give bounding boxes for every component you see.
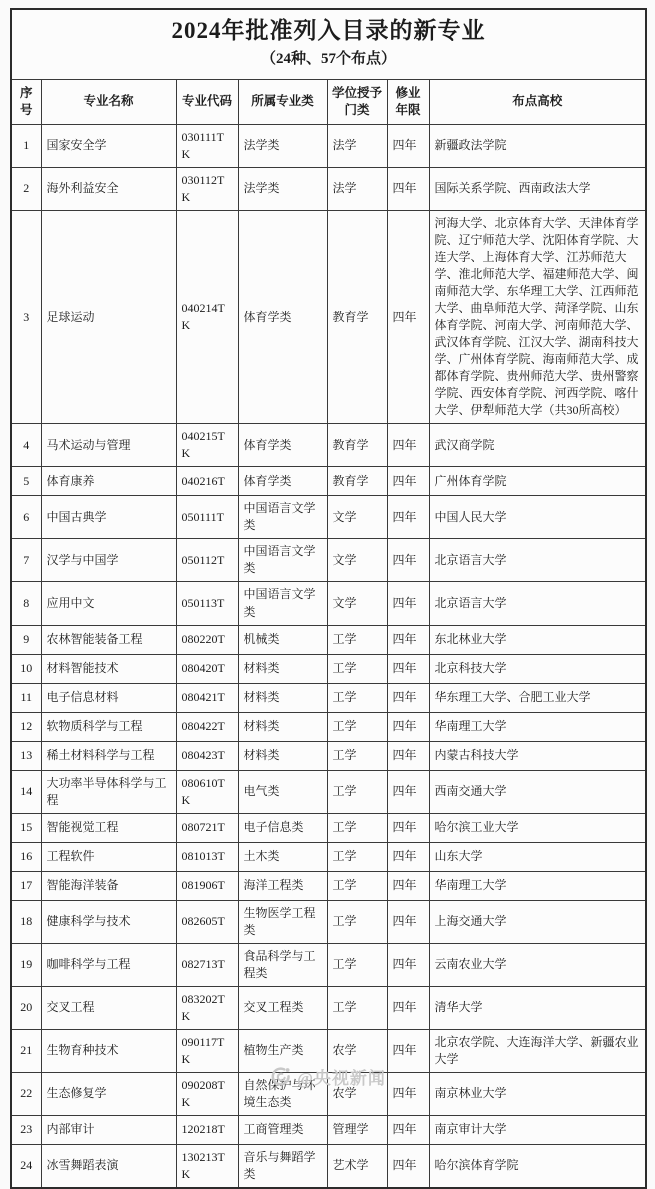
cell-duration: 四年	[387, 712, 429, 741]
cell-no: 11	[11, 683, 41, 712]
table-row	[11, 1144, 646, 1188]
cell-no: 20	[11, 986, 41, 1029]
cell-no: 18	[11, 900, 41, 943]
table-row	[11, 943, 646, 986]
header-universities: 布点高校	[429, 80, 646, 125]
cell-universities: 华东理工大学、合肥工业大学	[429, 683, 646, 712]
cell-no: 17	[11, 871, 41, 900]
cell-duration: 四年	[387, 683, 429, 712]
cell-major-code: 083202TK	[176, 986, 238, 1029]
cell-duration: 四年	[387, 582, 429, 625]
cell-no: 22	[11, 1072, 41, 1115]
header-major-code: 专业代码	[176, 80, 238, 125]
cell-category: 材料类	[238, 712, 327, 741]
cell-category: 自然保护与环境生态类	[238, 1072, 327, 1115]
cell-major-name: 大功率半导体科学与工程	[41, 770, 176, 813]
cell-degree-type: 工学	[327, 770, 387, 813]
cell-major-name: 智能海洋装备	[41, 871, 176, 900]
header-row	[11, 80, 646, 125]
cell-major-code: 082605T	[176, 900, 238, 943]
cell-major-name: 软物质科学与工程	[41, 712, 176, 741]
cell-major-name: 冰雪舞蹈表演	[41, 1144, 176, 1188]
table-row	[11, 813, 646, 842]
cell-major-code: 040216T	[176, 467, 238, 496]
cell-universities: 东北林业大学	[429, 625, 646, 654]
cell-major-name: 生物育种技术	[41, 1029, 176, 1072]
cell-major-name: 应用中文	[41, 582, 176, 625]
cell-universities: 南京林业大学	[429, 1072, 646, 1115]
cell-duration: 四年	[387, 813, 429, 842]
cell-duration: 四年	[387, 467, 429, 496]
cell-major-name: 中国古典学	[41, 496, 176, 539]
table-row	[11, 625, 646, 654]
cell-universities: 内蒙古科技大学	[429, 741, 646, 770]
cell-duration: 四年	[387, 871, 429, 900]
cell-major-name: 智能视觉工程	[41, 813, 176, 842]
cell-major-code: 130213TK	[176, 1144, 238, 1188]
cell-category: 植物生产类	[238, 1029, 327, 1072]
header-no: 序号	[11, 80, 41, 125]
cell-category: 生物医学工程类	[238, 900, 327, 943]
cell-degree-type: 工学	[327, 683, 387, 712]
cell-universities: 中国人民大学	[429, 496, 646, 539]
cell-no: 24	[11, 1144, 41, 1188]
cell-degree-type: 教育学	[327, 210, 387, 423]
cell-no: 8	[11, 582, 41, 625]
table-body	[11, 124, 646, 1188]
cell-degree-type: 工学	[327, 842, 387, 871]
cell-no: 15	[11, 813, 41, 842]
cell-duration: 四年	[387, 654, 429, 683]
cell-universities: 清华大学	[429, 986, 646, 1029]
cell-degree-type: 教育学	[327, 424, 387, 467]
cell-major-name: 内部审计	[41, 1115, 176, 1144]
cell-no: 13	[11, 741, 41, 770]
table-row	[11, 582, 646, 625]
cell-duration: 四年	[387, 741, 429, 770]
cell-major-code: 040214TK	[176, 210, 238, 423]
cell-universities: 国际关系学院、西南政法大学	[429, 167, 646, 210]
cell-universities: 西南交通大学	[429, 770, 646, 813]
cell-major-code: 082713T	[176, 943, 238, 986]
cell-degree-type: 工学	[327, 712, 387, 741]
table-row	[11, 496, 646, 539]
table-row	[11, 467, 646, 496]
cell-duration: 四年	[387, 1144, 429, 1188]
table-row	[11, 124, 646, 167]
cell-degree-type: 农学	[327, 1029, 387, 1072]
cell-major-code: 050113T	[176, 582, 238, 625]
cell-duration: 四年	[387, 167, 429, 210]
document-sheet	[10, 8, 647, 1189]
cell-duration: 四年	[387, 986, 429, 1029]
cell-major-name: 国家安全学	[41, 124, 176, 167]
cell-duration: 四年	[387, 943, 429, 986]
cell-major-name: 材料智能技术	[41, 654, 176, 683]
watermark	[0, 1064, 655, 1089]
cell-duration: 四年	[387, 124, 429, 167]
cell-category: 音乐与舞蹈学类	[238, 1144, 327, 1188]
cell-universities: 华南理工大学	[429, 871, 646, 900]
cell-no: 21	[11, 1029, 41, 1072]
cell-major-name: 海外利益安全	[41, 167, 176, 210]
cell-no: 10	[11, 654, 41, 683]
cell-universities: 南京审计大学	[429, 1115, 646, 1144]
cell-degree-type: 文学	[327, 496, 387, 539]
cell-major-name: 交叉工程	[41, 986, 176, 1029]
cell-category: 法学类	[238, 167, 327, 210]
cell-universities: 广州体育学院	[429, 467, 646, 496]
cell-major-code: 120218T	[176, 1115, 238, 1144]
cell-universities: 北京科技大学	[429, 654, 646, 683]
cell-category: 中国语言文学类	[238, 496, 327, 539]
header-duration: 修业年限	[387, 80, 429, 125]
header-category: 所属专业类	[238, 80, 327, 125]
cell-no: 2	[11, 167, 41, 210]
cell-no: 23	[11, 1115, 41, 1144]
cell-no: 3	[11, 210, 41, 423]
cell-major-code: 080423T	[176, 741, 238, 770]
title-row	[11, 9, 646, 80]
table-row	[11, 900, 646, 943]
cell-universities: 武汉商学院	[429, 424, 646, 467]
watermark-handle: @央视新闻	[297, 1069, 386, 1088]
cell-universities: 北京农学院、大连海洋大学、新疆农业大学	[429, 1029, 646, 1072]
cell-degree-type: 法学	[327, 167, 387, 210]
cell-degree-type: 农学	[327, 1072, 387, 1115]
table-row	[11, 842, 646, 871]
table-row	[11, 1115, 646, 1144]
cell-category: 法学类	[238, 124, 327, 167]
cell-universities: 华南理工大学	[429, 712, 646, 741]
cell-universities: 新疆政法学院	[429, 124, 646, 167]
cell-major-name: 马术运动与管理	[41, 424, 176, 467]
cell-degree-type: 文学	[327, 582, 387, 625]
cell-no: 7	[11, 539, 41, 582]
cell-category: 交叉工程类	[238, 986, 327, 1029]
cell-category: 体育学类	[238, 424, 327, 467]
cell-degree-type: 工学	[327, 900, 387, 943]
table-row	[11, 871, 646, 900]
cell-no: 4	[11, 424, 41, 467]
new-majors-table	[10, 8, 647, 1189]
cell-major-code: 090208TK	[176, 1072, 238, 1115]
cell-major-code: 030111TK	[176, 124, 238, 167]
page-subtitle: （24种、57个布点）	[260, 50, 396, 67]
cell-major-code: 030112TK	[176, 167, 238, 210]
cell-duration: 四年	[387, 496, 429, 539]
watermark-weibo-horn-icon	[269, 1065, 292, 1088]
page-title: 2024年批准列入目录的新专业	[171, 18, 486, 43]
cell-degree-type: 工学	[327, 986, 387, 1029]
cell-degree-type: 工学	[327, 943, 387, 986]
cell-degree-type: 教育学	[327, 467, 387, 496]
cell-major-name: 生态修复学	[41, 1072, 176, 1115]
cell-duration: 四年	[387, 1115, 429, 1144]
cell-degree-type: 工学	[327, 871, 387, 900]
table-row	[11, 683, 646, 712]
cell-duration: 四年	[387, 625, 429, 654]
cell-major-name: 足球运动	[41, 210, 176, 423]
cell-major-name: 汉学与中国学	[41, 539, 176, 582]
table-row	[11, 986, 646, 1029]
cell-category: 机械类	[238, 625, 327, 654]
header-major-name: 专业名称	[41, 80, 176, 125]
cell-category: 土木类	[238, 842, 327, 871]
cell-no: 16	[11, 842, 41, 871]
cell-duration: 四年	[387, 770, 429, 813]
cell-universities: 哈尔滨体育学院	[429, 1144, 646, 1188]
cell-degree-type: 艺术学	[327, 1144, 387, 1188]
cell-major-name: 电子信息材料	[41, 683, 176, 712]
table-row	[11, 712, 646, 741]
cell-major-name: 体育康养	[41, 467, 176, 496]
cell-major-code: 080721T	[176, 813, 238, 842]
cell-category: 食品科学与工程类	[238, 943, 327, 986]
cell-duration: 四年	[387, 842, 429, 871]
cell-duration: 四年	[387, 210, 429, 423]
cell-duration: 四年	[387, 1072, 429, 1115]
cell-universities: 河海大学、北京体育大学、天津体育学院、辽宁师范大学、沈阳体育学院、大连大学、上海体育大学、江苏师范大学、淮北师范大学、福建师范大学、闽南师范大学、东华理工大学、江西师范大学、曲阜师范大学、菏泽学院、山东体育学院、河南大学、河南师范大学、武汉体育学院、江汉大学、湖南科技大学、广州体育学院、海南师范大学、成都体育学院、贵州师范大学、贵州警察学院、西安体育学院、河西学院、喀什大学、伊犁师范大学（共30所高校）	[429, 210, 646, 423]
table-row	[11, 424, 646, 467]
cell-category: 材料类	[238, 741, 327, 770]
cell-universities: 北京语言大学	[429, 582, 646, 625]
cell-major-code: 081013T	[176, 842, 238, 871]
cell-major-name: 农林智能装备工程	[41, 625, 176, 654]
cell-universities: 山东大学	[429, 842, 646, 871]
cell-major-code: 050112T	[176, 539, 238, 582]
cell-degree-type: 工学	[327, 654, 387, 683]
cell-no: 14	[11, 770, 41, 813]
cell-major-code: 080220T	[176, 625, 238, 654]
cell-category: 电气类	[238, 770, 327, 813]
table-row	[11, 741, 646, 770]
cell-major-code: 090117TK	[176, 1029, 238, 1072]
cell-major-code: 080420T	[176, 654, 238, 683]
table-row	[11, 167, 646, 210]
cell-category: 体育学类	[238, 467, 327, 496]
cell-degree-type: 法学	[327, 124, 387, 167]
cell-universities: 北京语言大学	[429, 539, 646, 582]
cell-category: 电子信息类	[238, 813, 327, 842]
cell-major-name: 工程软件	[41, 842, 176, 871]
cell-category: 材料类	[238, 654, 327, 683]
cell-category: 中国语言文学类	[238, 539, 327, 582]
cell-major-code: 040215TK	[176, 424, 238, 467]
cell-duration: 四年	[387, 539, 429, 582]
cell-degree-type: 工学	[327, 813, 387, 842]
cell-category: 工商管理类	[238, 1115, 327, 1144]
cell-degree-type: 管理学	[327, 1115, 387, 1144]
cell-duration: 四年	[387, 900, 429, 943]
cell-no: 5	[11, 467, 41, 496]
title-cell	[11, 9, 646, 80]
cell-major-name: 健康科学与技术	[41, 900, 176, 943]
cell-universities: 哈尔滨工业大学	[429, 813, 646, 842]
cell-major-code: 050111T	[176, 496, 238, 539]
cell-duration: 四年	[387, 1029, 429, 1072]
table-row	[11, 654, 646, 683]
cell-no: 6	[11, 496, 41, 539]
cell-category: 体育学类	[238, 210, 327, 423]
header-degree-type: 学位授予门类	[327, 80, 387, 125]
table-row	[11, 539, 646, 582]
cell-no: 1	[11, 124, 41, 167]
cell-major-name: 咖啡科学与工程	[41, 943, 176, 986]
cell-major-code: 080421T	[176, 683, 238, 712]
cell-category: 海洋工程类	[238, 871, 327, 900]
cell-universities: 上海交通大学	[429, 900, 646, 943]
cell-degree-type: 工学	[327, 625, 387, 654]
table-row	[11, 770, 646, 813]
cell-category: 材料类	[238, 683, 327, 712]
cell-major-name: 稀土材料科学与工程	[41, 741, 176, 770]
cell-major-code: 080422T	[176, 712, 238, 741]
cell-no: 9	[11, 625, 41, 654]
cell-major-code: 081906T	[176, 871, 238, 900]
table-row	[11, 210, 646, 423]
cell-no: 19	[11, 943, 41, 986]
cell-degree-type: 文学	[327, 539, 387, 582]
cell-duration: 四年	[387, 424, 429, 467]
cell-degree-type: 工学	[327, 741, 387, 770]
cell-major-code: 080610TK	[176, 770, 238, 813]
cell-universities: 云南农业大学	[429, 943, 646, 986]
cell-no: 12	[11, 712, 41, 741]
cell-category: 中国语言文学类	[238, 582, 327, 625]
